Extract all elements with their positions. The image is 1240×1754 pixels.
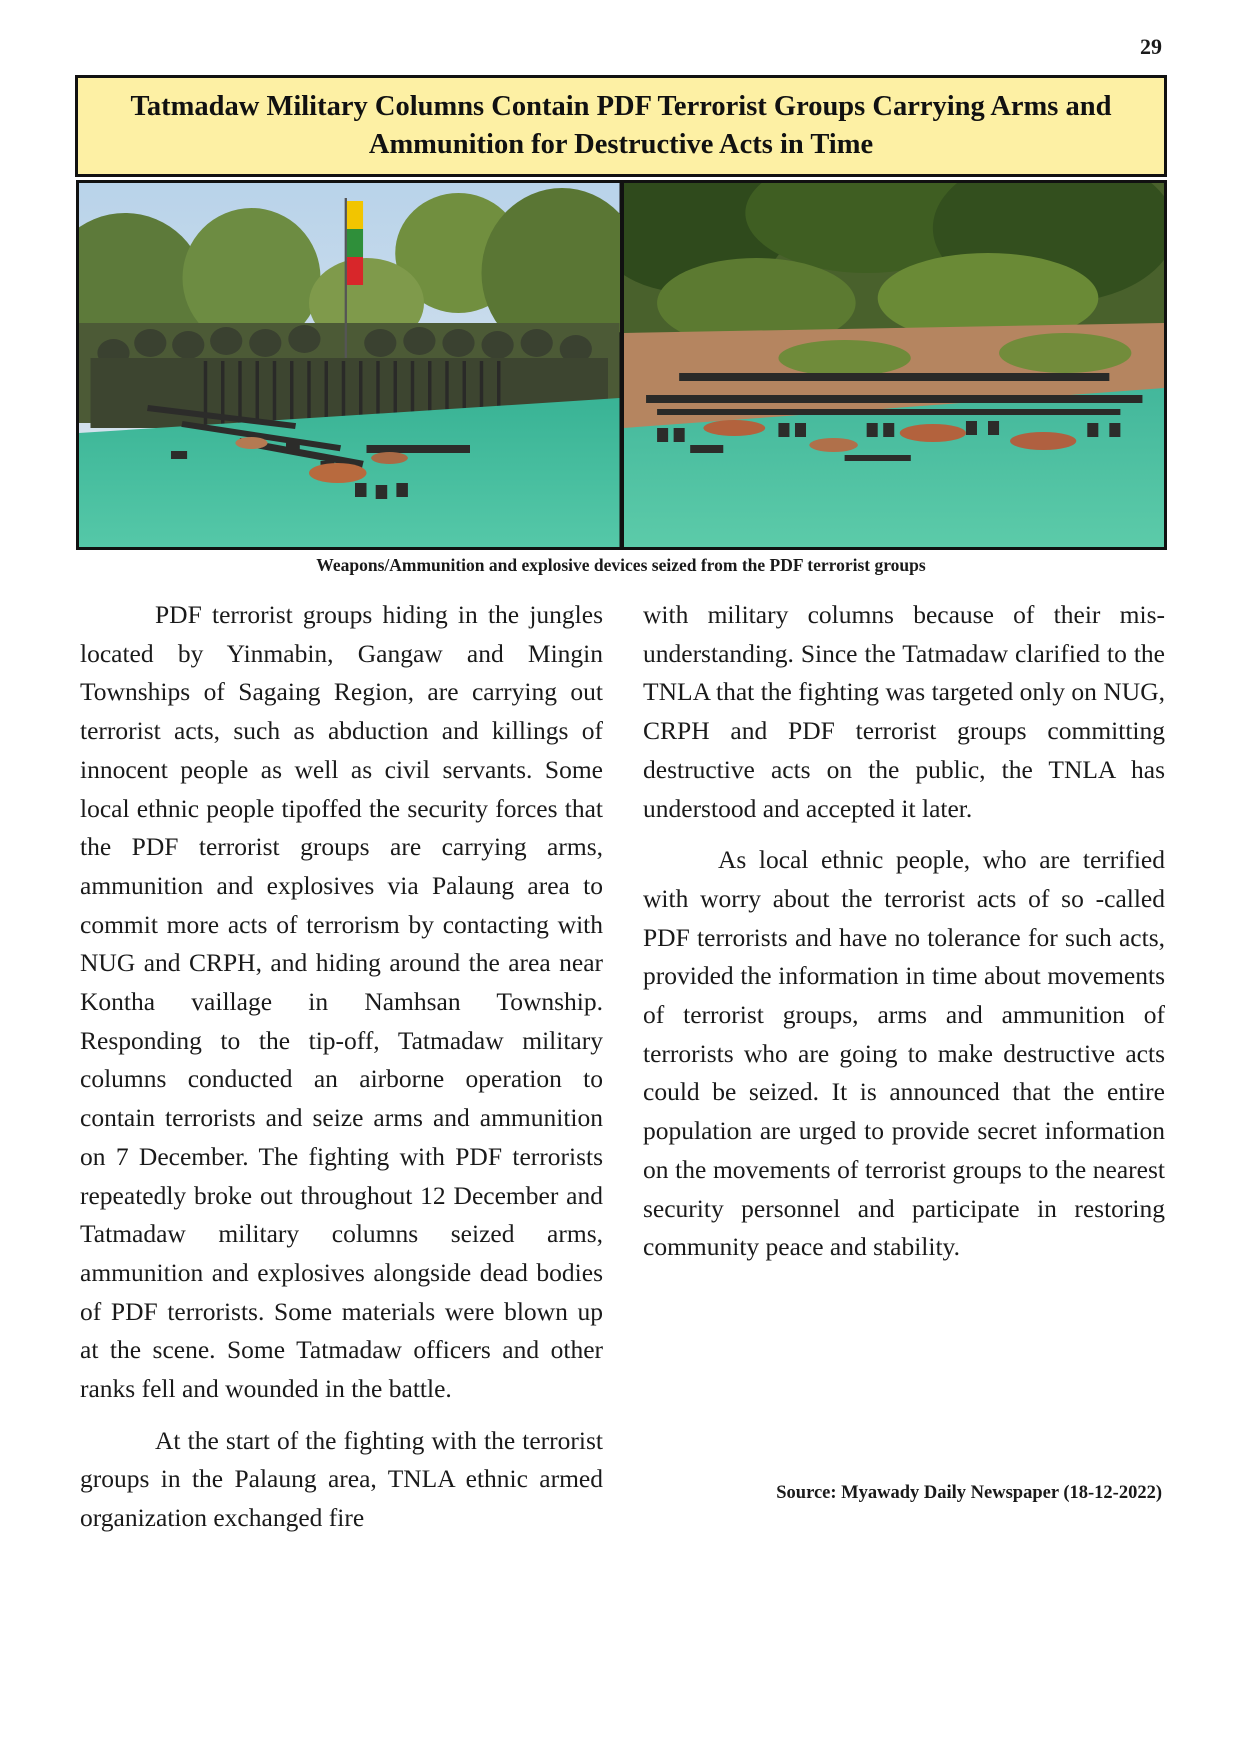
left-column (80, 596, 603, 1551)
paragraph: PDF terrorist groups hiding in the jungles located by Yinmabin, Gangaw and Mingin Townships of Sagaing Region, are carrying out terrorist acts, such as abduction and killings of innocent people as well as civil servants. Some local ethnic people tipoffed the security forces that the PDF terrorist groups are carrying arms, ammunition and explosives via Palaung area to commit more acts of terrorism by contacting with NUG and CRPH, and hiding around the area near Kontha vaillage in Namhsan Township. Responding to the tip-off, Tatmadaw military columns conducted an airborne operation to contain terrorists and seize arms and ammunition on 7 December. The fighting with PDF terrorists repeatedly broke out throughout 12 December and Tatmadaw military columns seized arms, ammunition and explosives alongside dead bodies of PDF terrorists. Some materials were blown up at the scene. Some Tatmadaw officers and other ranks fell and wounded in the battle. (80, 600, 603, 1404)
paragraph: with military columns because of their misunderstanding. Since the Tatmadaw clarified to the TNLA that the fighting was targeted only on NUG, CRPH and PDF terrorist groups committing destructive acts on the public, the TNLA has understood and accepted it later. (643, 600, 1165, 823)
photo-caption: Weapons/Ammunition and explosive devices seized from the PDF terrorist groups (316, 555, 926, 575)
source-citation: Source: Myawady Daily Newspaper (18-12-2022) (776, 1483, 1162, 1503)
photo-frame (76, 180, 1167, 550)
photo-soldiers-with-seized-weapons (79, 183, 620, 547)
paragraph: At the start of the fighting with the terrorist groups in the Palaung area, TNLA ethnic armed organization exchanged fire (80, 1425, 603, 1533)
photo-seized-weapons-display (624, 183, 1165, 547)
article-title-box (75, 75, 1167, 177)
paragraph: As local ethnic people, who are terrified with worry about the terrorist acts of so -called PDF terrorists and have no tolerance for such acts, provided the information in time about movements of terrorist groups, arms and ammunition of terrorists who are going to make destructive acts could be seized. It is announced that the entire population are urged to provide secret information on the movements of terrorist groups to the nearest security personnel and participate in restoring community peace and stability. (643, 845, 1165, 1262)
right-column (643, 596, 1165, 1280)
article-title: Tatmadaw Military Columns Contain PDF Terrorist Groups Carrying Arms and Ammunition for Destructive Acts in Time (130, 91, 1112, 160)
page-number: 29 (1140, 34, 1162, 59)
